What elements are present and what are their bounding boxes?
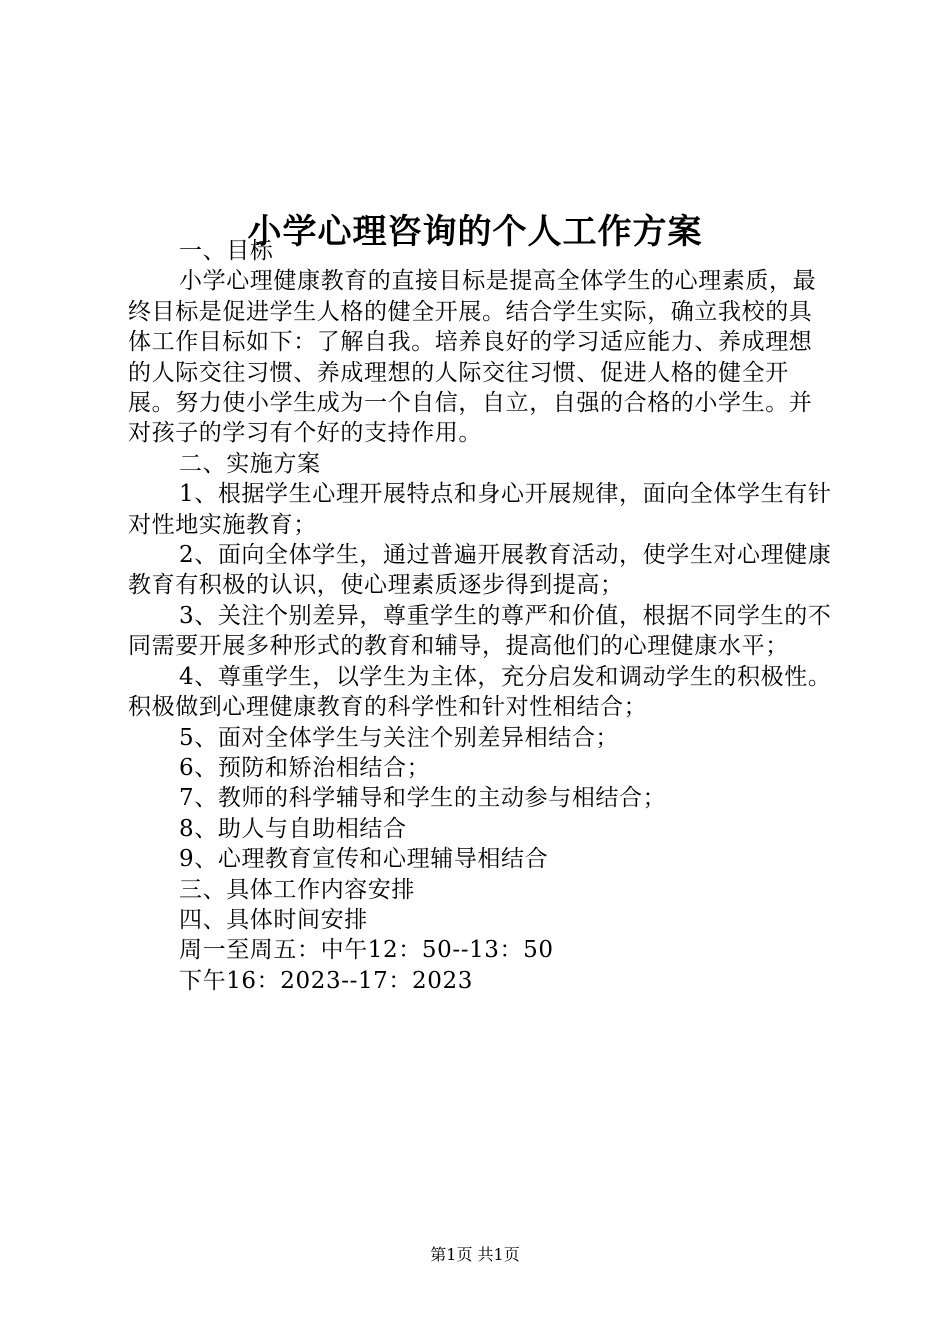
list-item: 5、面对全体学生与关注个别差异相结合； <box>179 724 620 751</box>
paragraph-goals: 小学心理健康教育的直接目标是提高全体学生的心理素质，最终目标是促进学生人格的健全开展。结合学生实际，确立我校的具体工作目标如下：了解自我。培养良好的学习适应能力、养成理想的人际交往习惯、养成理想的人际交往习惯、促进人格的健全开展。努力使小学生成为一个自信，自立，自强的合格的小学生。并对孩子的学习有个好的支持作用。 <box>128 268 817 447</box>
list-item: 1、根据学生心理开展特点和身心开展规律，面向全体学生有针对性地实施教育； <box>128 481 832 538</box>
section-heading-plan: 二、实施方案 <box>179 450 321 477</box>
list-item: 7、教师的科学辅导和学生的主动参与相结合； <box>179 785 667 812</box>
list-item: 8、助人与自助相结合 <box>179 815 407 842</box>
list-item: 9、心理教育宣传和心理辅导相结合 <box>179 846 549 873</box>
list-item: 2、面向全体学生，通过普遍开展教育活动，使学生对心理健康教育有积极的认识，使心理素质逐步得到提高； <box>128 542 832 599</box>
section-heading-goals: 一、目标 <box>179 238 274 264</box>
section-heading-content: 三、具体工作内容安排 <box>179 876 415 903</box>
schedule-noon: 周一至周五：中午12：50--13：50 <box>179 937 554 964</box>
section-heading-schedule: 四、具体时间安排 <box>179 906 368 933</box>
document-title: 小学心理咨询的个人工作方案 <box>247 211 703 252</box>
document-body <box>128 236 832 996</box>
list-item: 6、预防和矫治相结合； <box>179 754 431 781</box>
page-footer: 第1页 共1页 <box>430 1245 520 1264</box>
list-item: 3、关注个别差异，尊重学生的尊严和价值，根据不同学生的不同需要开展多种形式的教育和辅导，提高他们的心理健康水平； <box>128 602 832 660</box>
list-item: 4、尊重学生，以学生为主体，充分启发和调动学生的积极性。积极做到心理健康教育的科学性和针对性相结合； <box>128 663 832 721</box>
schedule-afternoon: 下午16：2023--17：2023 <box>179 967 473 994</box>
